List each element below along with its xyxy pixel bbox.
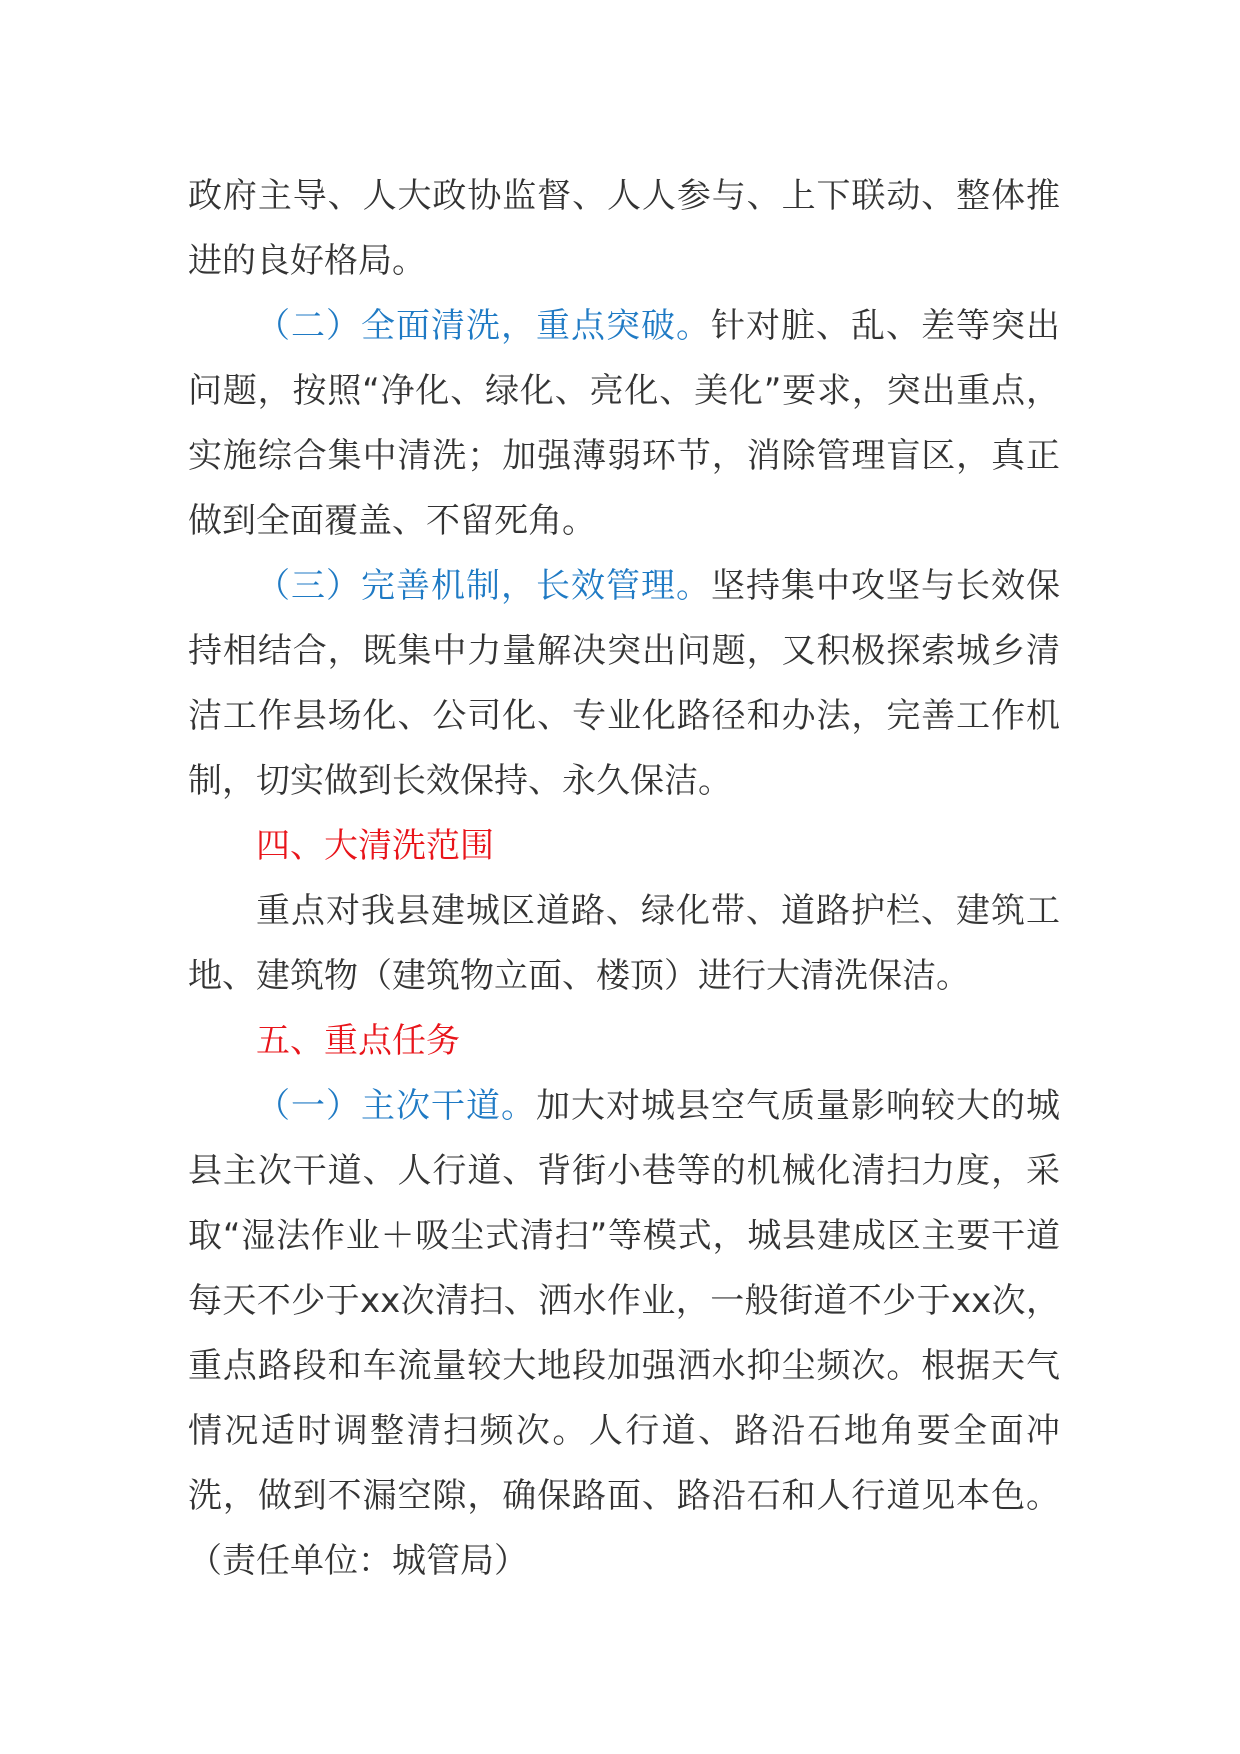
paragraph-main-roads [188, 1074, 1060, 1594]
subheading-improve-mechanism: （三）完善机制，长效管理。 [256, 566, 711, 606]
section-heading-text: 四、大清洗范围 [256, 826, 494, 866]
paragraph-text: 坚持集中攻坚与长效保持相结合，既集中力量解决突出问题，又积极探索城乡清洁工作县场化、公司化、专业化路径和办法，完善工作机制，切实做到长效保持、永久保洁。 [188, 566, 1060, 801]
paragraph-cleaning-scope [188, 879, 1060, 1009]
paragraph-improve-mechanism [188, 554, 1060, 814]
paragraph-text: 针对脏、乱、差等突出问题，按照“净化、绿化、亮化、美化”要求，突出重点，实施综合集中清洗；加强薄弱环节，消除管理盲区，真正做到全面覆盖、不留死角。 [188, 306, 1060, 541]
paragraph-text: 重点对我县建城区道路、绿化带、道路护栏、建筑工地、建筑物（建筑物立面、楼顶）进行大清洗保洁。 [188, 891, 1060, 996]
section-heading-text: 五、重点任务 [256, 1021, 460, 1061]
section-heading-key-tasks [188, 1009, 1060, 1074]
paragraph-text: 政府主导、人大政协监督、人人参与、上下联动、整体推进的良好格局。 [188, 176, 1060, 281]
subheading-main-roads: （一）主次干道。 [256, 1086, 536, 1126]
paragraph-comprehensive-cleaning [188, 294, 1060, 554]
document-body [188, 164, 1060, 1594]
subheading-comprehensive-cleaning: （二）全面清洗，重点突破。 [256, 306, 711, 346]
paragraph-text: 加大对城县空气质量影响较大的城县主次干道、人行道、背街小巷等的机械化清扫力度，采取“湿法作业＋吸尘式清扫”等模式，城县建成区主要干道每天不少于xx次清扫、洒水作业，一般街道不少于xx次，重点路段和车流量较大地段加强洒水抑尘频次。根据天气情况适时调整清扫频次。人行道、路沿石地角要全面冲洗，做到不漏空隙，确保路面、路沿石和人行道见本色。（责任单位：城管局） [188, 1086, 1060, 1581]
paragraph-continuation [188, 164, 1060, 294]
section-heading-cleaning-scope [188, 814, 1060, 879]
